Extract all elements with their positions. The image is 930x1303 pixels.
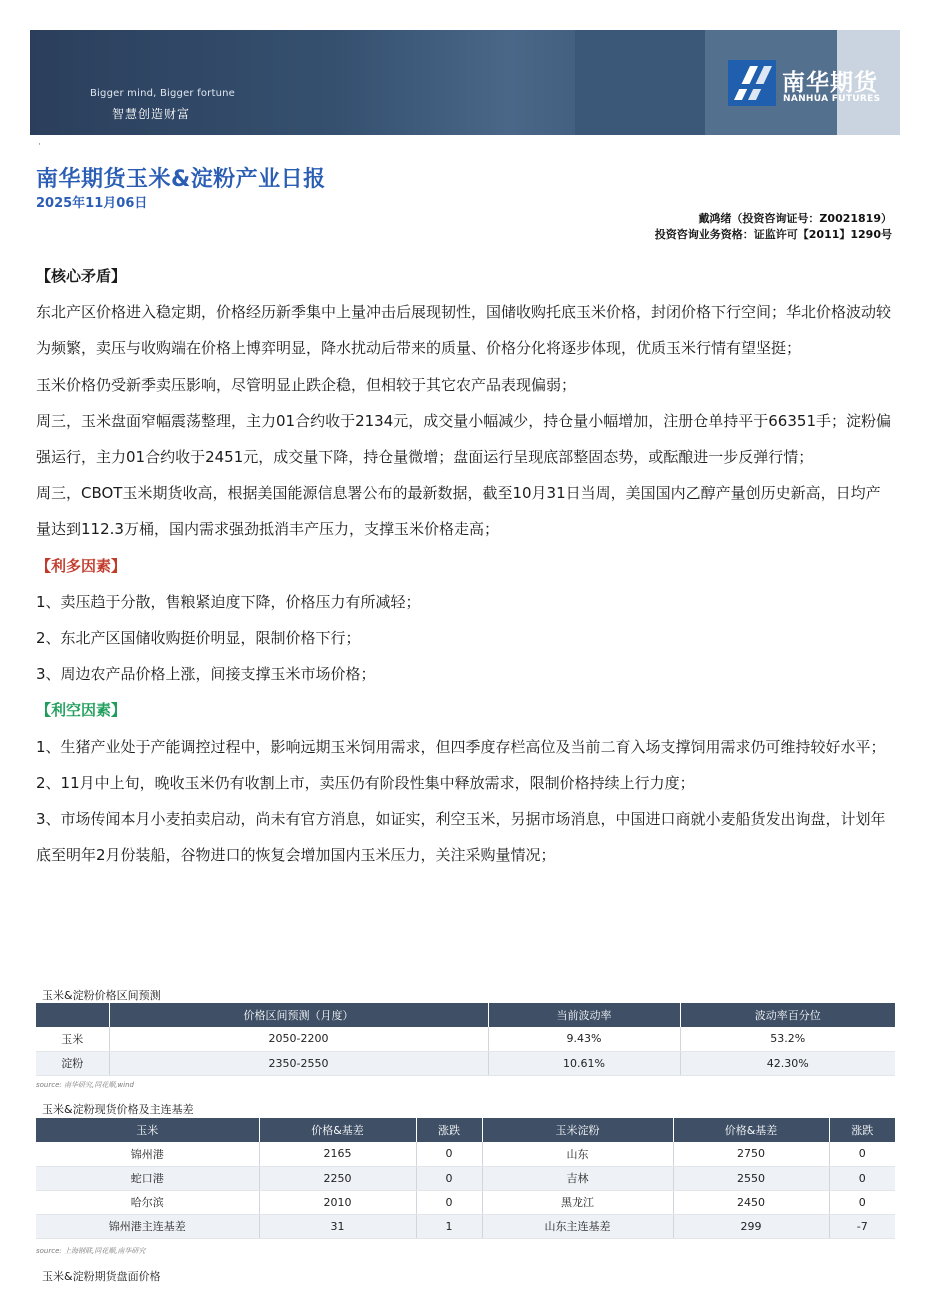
author-info [655, 211, 892, 243]
core-paragraph: 东北产区价格进入稳定期，价格经历新季集中上量冲击后展现韧性，国储收购托底玉米价格，封闭价格下行空间；华北价格波动较为频繁，卖压与收购端在价格上博弈明显，降水扰动后带来的质量、价格分化将逐步体现，优质玉米行情有望坚挺； [36, 303, 892, 358]
bear-heading: 【利空因素】 [36, 701, 127, 720]
table-row [36, 1214, 895, 1238]
table-cell: 0 [829, 1142, 895, 1166]
table-cell: 2550 [673, 1166, 829, 1190]
bear-item: 2、11月中上旬，晚收玉米仍有收割上市，卖压仍有阶段性集中释放需求，限制价格持续上行力度； [36, 773, 695, 792]
core-paragraph: 周三，CBOT玉米期货收高，根据美国能源信息署公布的最新数据，截至10月31日当周，美国国内乙醇产量创历史新高，日均产量达到112.3万桶，国内需求强劲抵消丰产压力，支撑玉米价格走高； [36, 484, 881, 539]
table-row [36, 1027, 895, 1051]
table-cell: 锦州港主连基差 [36, 1214, 259, 1238]
table-header-cell: 当前波动率 [488, 1003, 680, 1027]
report-date: 2025年11月06日 [36, 196, 148, 211]
table-cell: -7 [829, 1214, 895, 1238]
table-header-cell: 价格&基差 [673, 1118, 829, 1142]
table-cell: 9.43% [488, 1027, 680, 1051]
core-heading: 【核心矛盾】 [36, 267, 127, 285]
source-note: source: 南华研究,同花顺,wind [36, 1081, 134, 1089]
table-cell: 黑龙江 [482, 1190, 673, 1214]
table-cell: 2450 [673, 1190, 829, 1214]
table-cell: 淀粉 [36, 1051, 109, 1075]
table-cell: 哈尔滨 [36, 1190, 259, 1214]
table-cell: 锦州港 [36, 1142, 259, 1166]
table-cell: 2750 [673, 1142, 829, 1166]
nanhua-logo-icon [728, 60, 776, 106]
bull-item: 2、东北产区国储收购挺价明显，限制价格下行； [36, 629, 361, 648]
slogan-english: Bigger mind, Bigger fortune [90, 88, 236, 99]
table-header-cell: 玉米 [36, 1118, 259, 1142]
table-row [36, 1142, 895, 1166]
table-header-cell: 玉米淀粉 [482, 1118, 673, 1142]
table-cell: 山东 [482, 1142, 673, 1166]
table-cell: 0 [829, 1166, 895, 1190]
table-cell: 2010 [259, 1190, 416, 1214]
author-license: 投资咨询业务资格：证监许可【2011】1290号 [654, 228, 892, 241]
table-cell: 0 [416, 1190, 482, 1214]
banner-panel [575, 30, 705, 135]
table-cell: 玉米 [36, 1027, 109, 1051]
table-header-row [36, 1003, 895, 1027]
table-header-cell: 波动率百分位 [680, 1003, 895, 1027]
table-cell: 31 [259, 1214, 416, 1238]
header-banner [30, 30, 900, 135]
table-header-cell: 价格区间预测（月度） [109, 1003, 488, 1027]
table-row [36, 1190, 895, 1214]
core-paragraph: 周三，玉米盘面窄幅震荡整理，主力01合约收于2134元，成交量小幅减少，持仓量小幅增加，注册仓单持平于66351手；淀粉偏强运行，主力01合约收于2451元，成交量下降，持仓量微增；盘面运行呈现底部整固态势，或酝酿进一步反弹行情； [36, 411, 891, 467]
slogan-chinese: 智慧创造财富 [112, 107, 191, 121]
report-body [36, 258, 894, 873]
table-cell: 53.2% [680, 1027, 895, 1051]
table-cell: 0 [416, 1166, 482, 1190]
bull-item: 1、卖压趋于分散，售粮紧迫度下降，价格压力有所减轻； [36, 592, 421, 611]
price-forecast-table [36, 1003, 895, 1076]
table-cell: 299 [673, 1214, 829, 1238]
table-cell: 2250 [259, 1166, 416, 1190]
table-cell: 蛇口港 [36, 1166, 259, 1190]
core-paragraph: 玉米价格仍受新季卖压影响，尽管明显止跌企稳，但相较于其它农产品表现偏弱； [36, 375, 577, 394]
bear-item: 1、生猪产业处于产能调控过程中，影响远期玉米饲用需求，但四季度存栏高位及当前二育入场支撑饲用需求仍可维持较好水平； [36, 737, 886, 756]
table-header-row [36, 1118, 895, 1142]
source-note: source: 上海钢联,同花顺,南华研究 [36, 1247, 146, 1255]
dot-mark: · [38, 140, 41, 150]
table-cell: 2165 [259, 1142, 416, 1166]
table-row [36, 1166, 895, 1190]
table-cell: 0 [829, 1190, 895, 1214]
bear-item: 3、市场传闻本月小麦拍卖启动，尚未有官方消息，如证实，利空玉米，另据市场消息，中国进口商就小麦船货发出询盘，计划年底至明年2月份装船，谷物进口的恢复会增加国内玉米压力，关注采购量情况； [36, 810, 886, 865]
table-cell: 2050-2200 [109, 1027, 488, 1051]
logo-text-english: NANHUA FUTURES [783, 94, 881, 104]
report-title: 南华期货玉米&淀粉产业日报 [36, 167, 326, 192]
table-cell: 1 [416, 1214, 482, 1238]
table-cell: 10.61% [488, 1051, 680, 1075]
table-header-cell: 涨跌 [416, 1118, 482, 1142]
table-cell: 吉林 [482, 1166, 673, 1190]
logo-text-chinese: 南华期货 [782, 70, 878, 96]
table-row [36, 1051, 895, 1075]
table-header-cell: 涨跌 [829, 1118, 895, 1142]
futures-price-table-title: 玉米&淀粉期货盘面价格 [42, 1270, 161, 1283]
table-cell: 2350-2550 [109, 1051, 488, 1075]
spot-price-table [36, 1118, 895, 1239]
table-cell: 42.30% [680, 1051, 895, 1075]
price-forecast-table-title: 玉米&淀粉价格区间预测 [42, 989, 161, 1002]
table-cell: 0 [416, 1142, 482, 1166]
author-name: 戴鸿绪（投资咨询证号：Z0021819） [698, 212, 892, 225]
bull-heading: 【利多因素】 [36, 556, 127, 575]
table-header-cell: 价格&基差 [259, 1118, 416, 1142]
bull-item: 3、周边农产品价格上涨，间接支撑玉米市场价格； [36, 665, 376, 684]
table-header-cell [36, 1003, 109, 1027]
spot-price-table-title: 玉米&淀粉现货价格及主连基差 [42, 1103, 194, 1116]
table-cell: 山东主连基差 [482, 1214, 673, 1238]
